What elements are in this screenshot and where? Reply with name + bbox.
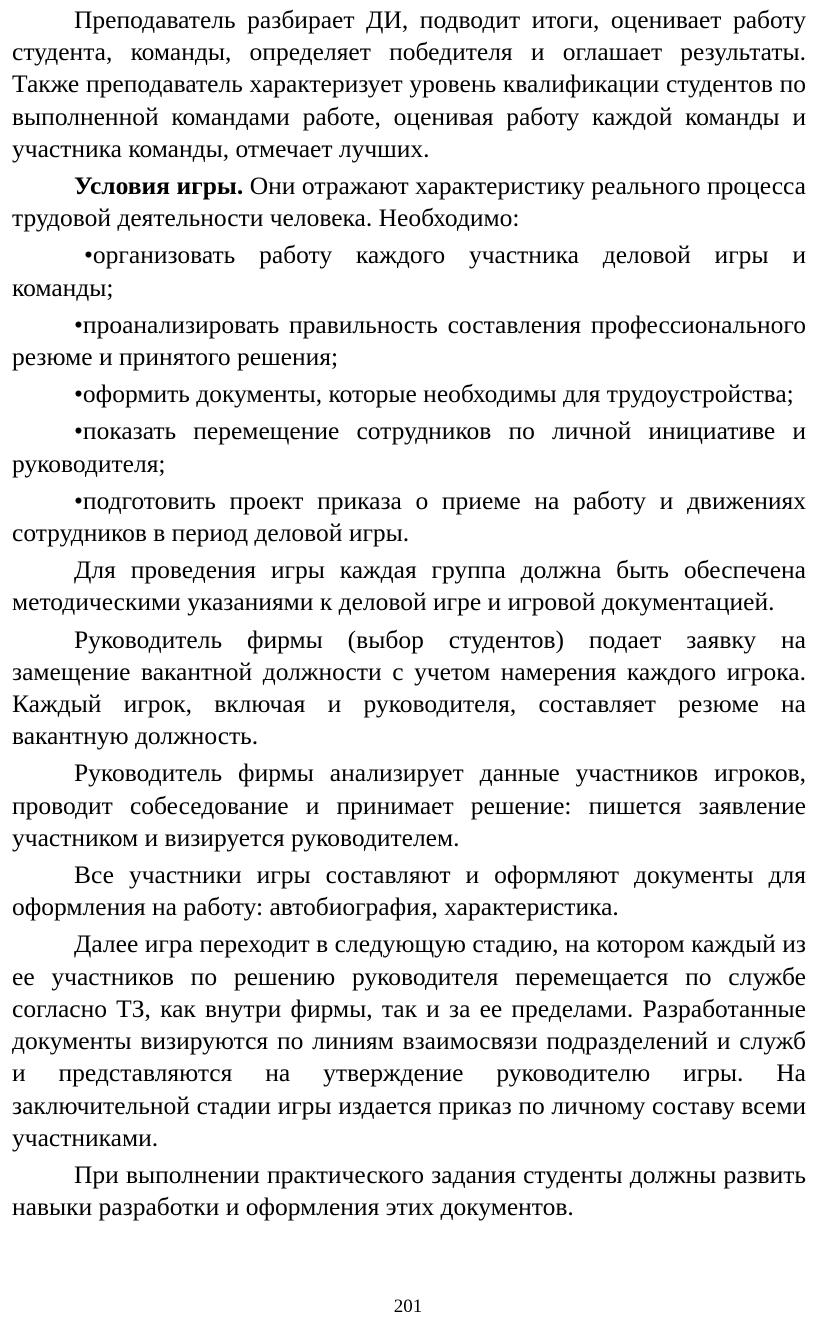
bullet-item-organize: •организовать работу каждого участника деловой игры и команды; — [12, 240, 806, 302]
game-conditions-heading: Условия игры. — [74, 171, 244, 201]
bullet-item-order: •подготовить проект приказа о приеме на работу и движениях сотрудников в период деловой игры. — [12, 485, 806, 548]
paragraph-summary: Преподаватель разбирает ДИ, подводит итоги, оценивает работу студента, команды, определяет победителя и оглашает результаты. Также преподаватель характеризует уровень квалификации студентов по выполненной командами работе, оценивая работу каждой команды и участника команды, отмечает лучших. — [12, 5, 806, 163]
paragraph-next-stage: Далее игра переходит в следующую стадию, на котором каждый из ее участников по решению руководителя перемещается по службе согласно ТЗ, как внутри фирмы, так и за ее пределами. Разработанные документы визируются по линиям взаимосвязи подразделений и служб и представляются на утверждение руководителю игры. На заключительной стадии игры издается приказ по личному составу всеми участниками. — [12, 929, 806, 1152]
bullet-item-movement: •показать перемещение сотрудников по личной инициативе и руководителя; — [12, 416, 806, 478]
paragraph-interview: Руководитель фирмы анализирует данные участников игроков, проводит собеседование и принимает решение: пишется заявление участником и визируется руководителем. — [12, 758, 806, 852]
paragraph-materials: Для проведения игры каждая группа должна быть обеспечена методическими указаниями к деловой игре и игровой документацией. — [12, 555, 806, 617]
document-page — [12, 4, 806, 1223]
page-number: 201 — [393, 1296, 423, 1317]
bullet-item-analyze: •проанализировать правильность составления профессионального резюме и принятого решения; — [12, 309, 806, 372]
game-conditions-text: Они отражают характеристику реального процесса трудовой деятельности человека. Необходимо: — [12, 171, 806, 233]
bullet-item-documents: •оформить документы, которые необходимы для трудоустройства; — [74, 379, 794, 409]
paragraph-game-conditions — [12, 170, 806, 234]
paragraph-participants-documents: Все участники игры составляют и оформляют документы для оформления на работу: автобиография, характеристика. — [12, 860, 806, 922]
paragraph-practical-task: При выполнении практического задания студенты должны развить навыки разработки и оформления этих документов. — [12, 1159, 806, 1222]
paragraph-application: Руководитель фирмы (выбор студентов) подает заявку на замещение вакантной должности с учетом намерения каждого игрока. Каждый игрок, включая и руководителя, составляет резюме на вакантную должность. — [12, 624, 806, 751]
